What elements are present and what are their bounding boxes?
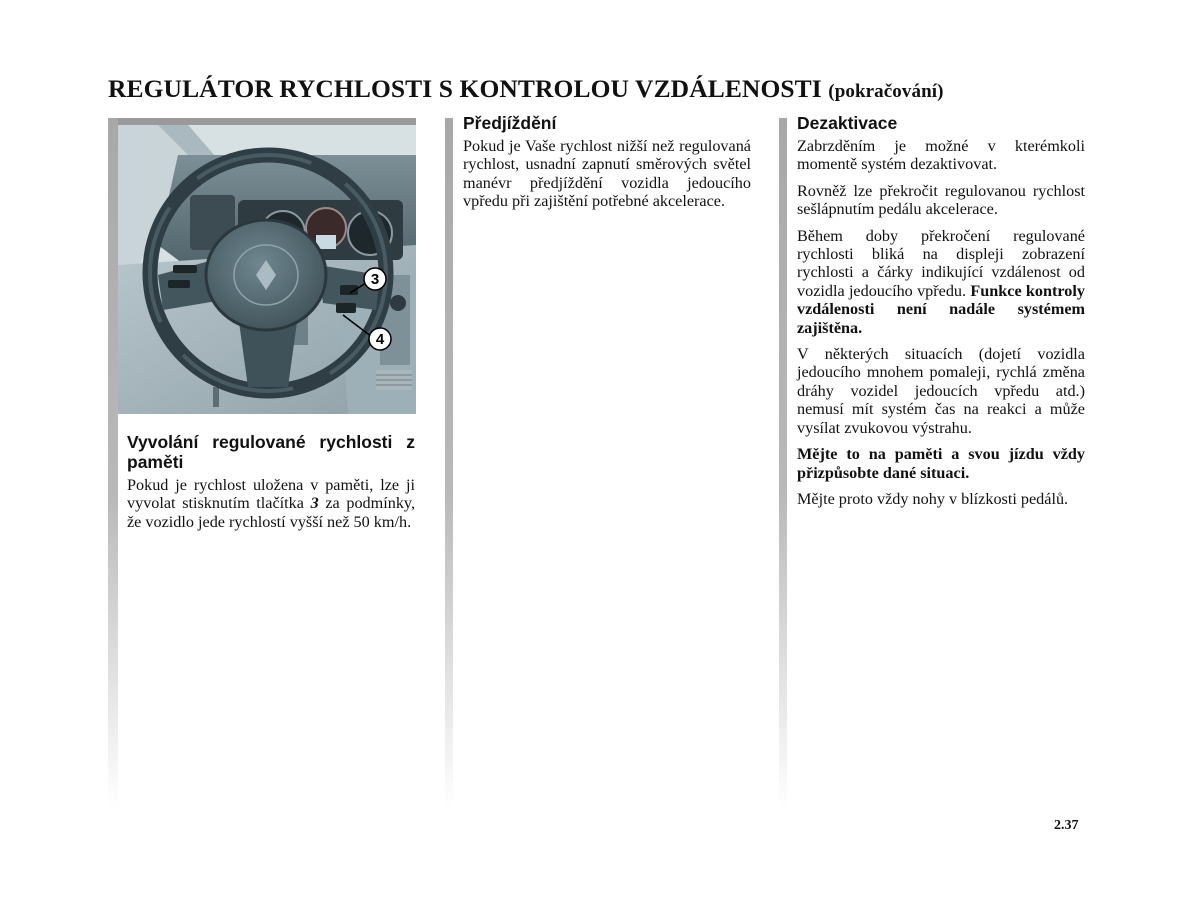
section-warning: Mějte to na paměti a svou jízdu vždy přizpůsobte dané situaci. — [797, 445, 1085, 482]
section-deactivation — [797, 113, 1085, 516]
section-paragraph: V některých situacích (dojetí vozidla jedoucího mnohem pomaleji, rychlá změna dráhy vozidel jedoucích vpředu atd.) nemusí mít systém čas na reakci a může vysílat zvukovou výstrahu. — [797, 345, 1085, 437]
section-paragraph: Zabrzděním je možné v kterémkoli momentě systém dezaktivovat. — [797, 137, 1085, 174]
section-paragraph — [797, 227, 1085, 337]
paragraph-text: Během doby překročení regulované rychlosti bliká na displeji zobrazení rychlosti a čárky indikující vzdálenost od vozidla jedoucího vpředu. — [797, 226, 1085, 300]
section-paragraph: Pokud je Vaše rychlost nižší než regulovaná rychlost, usnadní zapnutí směrových světel manévr předjíždění vozidla jedoucího vpředu při zajištění potřebné akcelerace. — [463, 137, 751, 211]
page-number: 2.37 — [1054, 818, 1079, 833]
title-continuation: (pokračování) — [828, 81, 944, 102]
paragraph-text: za podmínky, že vozidlo jede rychlostí vyšší než 50 km/h. — [127, 494, 416, 531]
section-recall-speed — [127, 432, 415, 539]
column-bar-left — [108, 118, 118, 808]
callout-4-label: 4 — [375, 331, 385, 348]
section-overtaking — [463, 113, 751, 219]
section-paragraph: Rovněž lze překročit regulovanou rychlost sešlápnutím pedálu akcelerace. — [797, 181, 1085, 219]
title-main: REGULÁTOR RYCHLOSTI S KONTROLOU VZDÁLENOSTI — [108, 74, 822, 103]
steering-wheel-illustration — [118, 118, 416, 414]
section-paragraph — [127, 476, 415, 531]
paragraph-text: Pokud je rychlost uložena v paměti, lze ji vyvolat stisknutím tlačítka — [127, 476, 415, 513]
paragraph-emphasis: Funkce kontroly vzdálenosti není nadále systémem zajištěna. — [797, 281, 1085, 337]
column-bar-middle — [445, 118, 453, 808]
section-heading: Předjíždění — [463, 113, 557, 133]
section-paragraph: Mějte proto vždy nohy v blízkosti pedálů. — [797, 489, 1069, 508]
button-reference: 3 — [310, 494, 319, 513]
section-heading: Vyvolání regulované rychlosti z paměti — [127, 432, 415, 472]
section-heading: Dezaktivace — [797, 113, 898, 133]
page-title — [108, 74, 1108, 104]
callout-3-label: 3 — [370, 271, 380, 288]
column-bar-right — [779, 118, 787, 808]
